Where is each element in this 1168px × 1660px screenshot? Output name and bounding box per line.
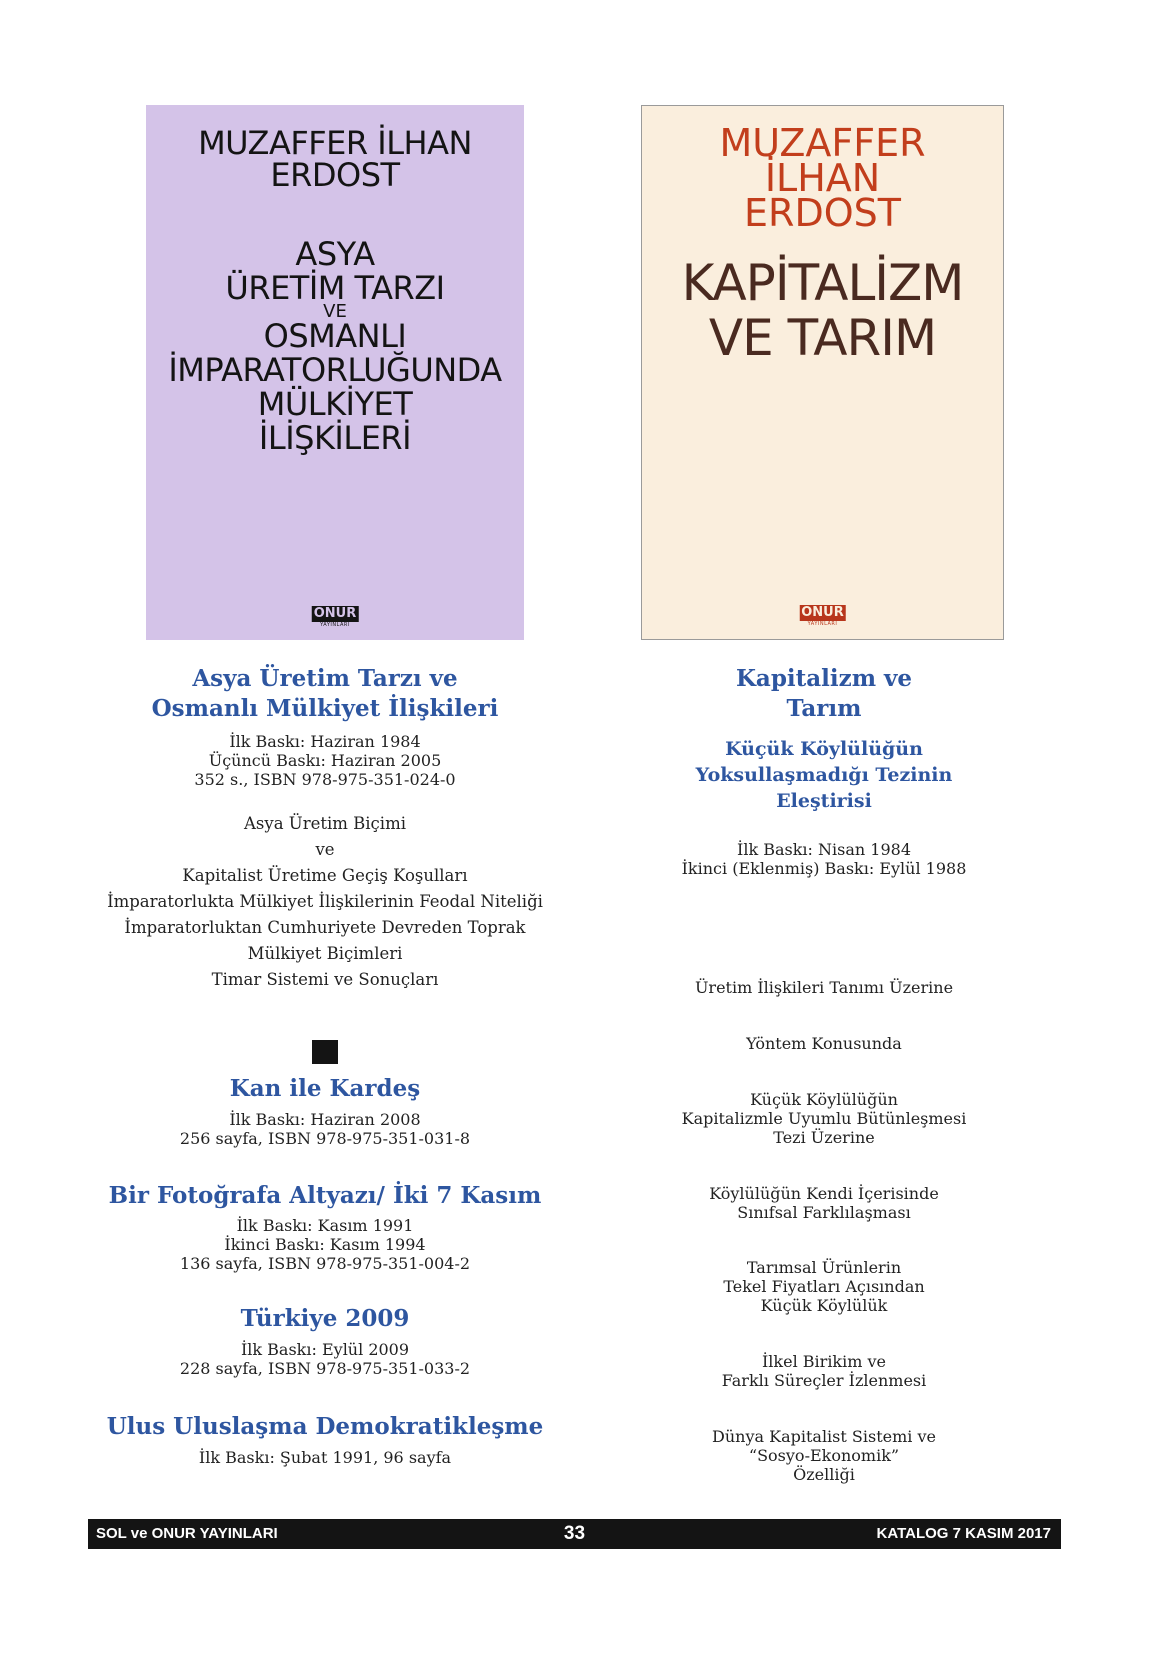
contents-item bbox=[600, 1090, 1048, 1147]
cover-title-line: İLİŞKİLERİ bbox=[258, 419, 412, 457]
contents-line: Küçük Köylülük bbox=[760, 1296, 888, 1315]
book-entry-turkiye-2009 bbox=[70, 1304, 580, 1378]
book-meta bbox=[600, 840, 1048, 878]
contents-line: Timar Sistemi ve Sonuçları bbox=[211, 970, 439, 989]
contents-line: “Sosyo-Ekonomik” bbox=[748, 1446, 900, 1465]
meta-line: 256 sayfa, ISBN 978-975-351-031-8 bbox=[179, 1129, 471, 1148]
contents-line: İmparatorluktan Cumhuriyete Devreden Toprak bbox=[124, 918, 526, 937]
contents-line: İmparatorlukta Mülkiyet İlişkilerinin Feodal Niteliği bbox=[107, 892, 543, 911]
book-entry-kan-ile-kardes bbox=[70, 1074, 580, 1148]
contents-line: Tezi Üzerine bbox=[773, 1128, 875, 1147]
contents-line: ve bbox=[315, 840, 335, 859]
contents-line: Mülkiyet Biçimleri bbox=[247, 944, 403, 963]
cover-title-line: İMPARATORLUĞUNDA bbox=[168, 351, 502, 389]
meta-line: İlk Baskı: Kasım 1991 bbox=[236, 1216, 414, 1235]
publisher-logo-mark: ONUR bbox=[313, 606, 357, 621]
contents-line: İlkel Birikim ve bbox=[761, 1352, 887, 1371]
contents-item bbox=[600, 1427, 1048, 1484]
book-title: Bir Fotoğrafa Altyazı/ İki 7 Kasım bbox=[108, 1182, 542, 1209]
book-title: Kapitalizm ve Tarım bbox=[735, 665, 913, 722]
contents-line: Sınıfsal Farklılaşması bbox=[737, 1203, 911, 1222]
contents-line: Yöntem Konusunda bbox=[746, 1034, 902, 1053]
contents-item bbox=[600, 1184, 1048, 1222]
cover-title-line: MÜLKİYET bbox=[257, 385, 413, 423]
meta-line: İlk Baskı: Haziran 1984 bbox=[229, 732, 421, 751]
cover-title-line: VE bbox=[323, 301, 347, 322]
meta-line: 136 sayfa, ISBN 978-975-351-004-2 bbox=[179, 1254, 471, 1273]
meta-line: 228 sayfa, ISBN 978-975-351-033-2 bbox=[179, 1359, 471, 1378]
book-entry-ulus-uluslasma bbox=[70, 1412, 580, 1467]
contents-line: Kapitalist Üretime Geçiş Koşulları bbox=[182, 866, 468, 885]
right-column bbox=[600, 0, 1048, 1500]
book-meta bbox=[70, 732, 580, 789]
contents-line: Kapitalizmle Uyumlu Bütünleşmesi bbox=[681, 1109, 967, 1128]
contents-line: Dünya Kapitalist Sistemi ve bbox=[712, 1427, 936, 1446]
book-meta bbox=[70, 1340, 580, 1378]
contents-line: Küçük Köylülüğün bbox=[750, 1090, 898, 1109]
book-title: Türkiye 2009 bbox=[240, 1305, 410, 1332]
contents-item bbox=[600, 1352, 1048, 1390]
footer-catalog-date: KATALOG 7 KASIM 2017 bbox=[876, 1525, 1051, 1542]
contents-line: Tekel Fiyatları Açısından bbox=[723, 1277, 925, 1296]
book-subtitle: Küçük Köylülüğün Yoksullaşmadığı Tezinin Eleştirisi bbox=[695, 738, 953, 812]
meta-line: Üçüncü Baskı: Haziran 2005 bbox=[208, 751, 442, 770]
book-entry-kapitalizm-ve-tarim bbox=[600, 664, 1048, 878]
book-title: Kan ile Kardeş bbox=[229, 1075, 421, 1102]
meta-line: İlk Baskı: Şubat 1991, 96 sayfa bbox=[198, 1448, 452, 1467]
book-contents bbox=[70, 811, 580, 993]
contents-line: Farklı Süreçler İzlenmesi bbox=[721, 1371, 927, 1390]
cover-title-line: ÜRETİM TARZI bbox=[225, 269, 445, 307]
meta-line: İkinci (Eklenmiş) Baskı: Eylül 1988 bbox=[681, 859, 967, 878]
footer-publisher: SOL ve ONUR YAYINLARI bbox=[96, 1525, 278, 1542]
contents-item bbox=[600, 1258, 1048, 1315]
book-meta bbox=[70, 1110, 580, 1148]
cover-title-line: ASYA bbox=[295, 235, 375, 273]
publisher-logo-sub: YAYINLARI bbox=[807, 621, 838, 627]
contents-item bbox=[600, 978, 1048, 997]
cover-title: KAPİTALİZM VE TARIM bbox=[681, 254, 964, 367]
page-number: 33 bbox=[563, 1523, 586, 1544]
contents-line: Özelliği bbox=[793, 1465, 855, 1484]
contents-line: Asya Üretim Biçimi bbox=[244, 814, 406, 833]
contents-line: Üretim İlişkileri Tanımı Üzerine bbox=[694, 978, 954, 997]
book-title: Ulus Uluslaşma Demokratikleşme bbox=[106, 1413, 544, 1440]
page-footer bbox=[88, 1519, 1061, 1549]
meta-line: İlk Baskı: Nisan 1984 bbox=[737, 840, 911, 859]
book-title: Asya Üretim Tarzı ve Osmanlı Mülkiyet İlişkileri bbox=[151, 665, 499, 722]
meta-line: 352 s., ISBN 978-975-351-024-0 bbox=[194, 770, 456, 789]
cover-author: MUZAFFER İLHAN ERDOST bbox=[719, 121, 926, 235]
meta-line: İlk Baskı: Eylül 2009 bbox=[240, 1340, 410, 1359]
contents-item bbox=[600, 1034, 1048, 1053]
publisher-logo-mark: ONUR bbox=[801, 605, 844, 620]
book-meta bbox=[70, 1216, 580, 1273]
book-meta bbox=[70, 1448, 580, 1467]
left-column bbox=[70, 0, 580, 1500]
cover-author: MUZAFFER İLHAN ERDOST bbox=[198, 124, 472, 194]
contents-line: Tarımsal Ürünlerin bbox=[746, 1258, 902, 1277]
publisher-logo-sub: YAYINLARI bbox=[320, 622, 350, 628]
contents-line: Köylülüğün Kendi İçerisinde bbox=[709, 1184, 939, 1203]
book-entry-bir-fotografa-altyazi bbox=[70, 1181, 580, 1273]
meta-line: İkinci Baskı: Kasım 1994 bbox=[224, 1235, 426, 1254]
book-entry-asya bbox=[70, 664, 580, 993]
cover-title-line: OSMANLI bbox=[263, 317, 407, 355]
separator-square bbox=[312, 1040, 338, 1064]
meta-line: İlk Baskı: Haziran 2008 bbox=[229, 1110, 421, 1129]
